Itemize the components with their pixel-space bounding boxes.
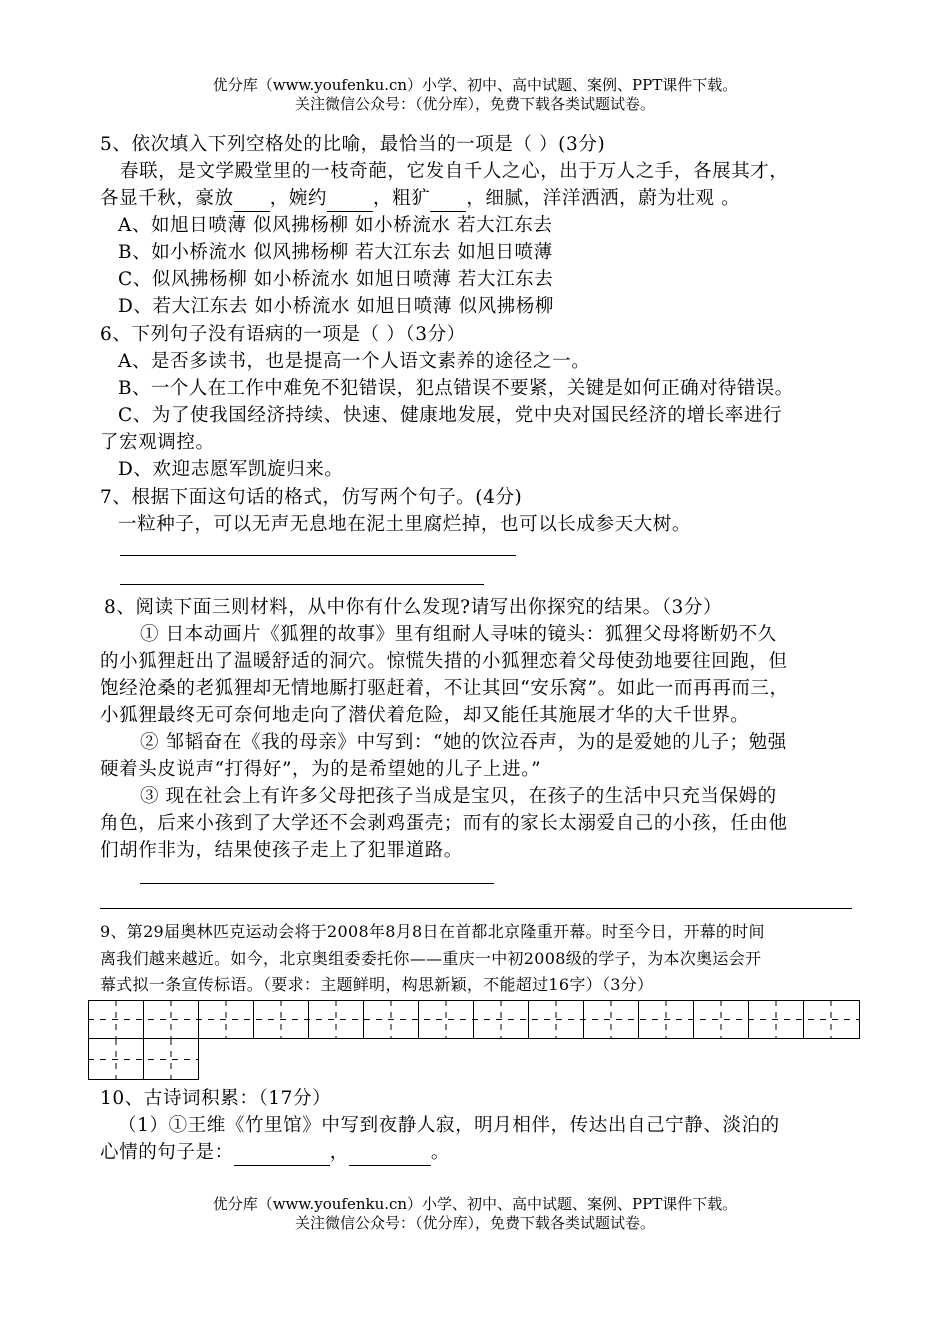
q7-example: 一粒种子，可以无声无息地在泥土里腐烂掉，也可以长成参天大树。 (118, 514, 692, 535)
q5-passage-line-1: 春联，是文学殿堂里的一枝奇葩，它发自千人之心，出于万人之手，各展其才， (120, 161, 789, 182)
q10-part1-line-2: 心情的句子是： ， 。 (100, 1140, 450, 1166)
q8-material-1-line-3: 饱经沧桑的老狐狸却无情地厮打驱赶着，不让其回“安乐窝”。如此一而再再而三， (100, 678, 789, 699)
q8-material-1-line-2: 的小狐狸赶出了温暖舒适的洞穴。惊慌失措的小狐狸恋着父母使劲地要往回跑，但 (100, 651, 788, 672)
q8-material-2-line-2: 硬着头皮说声“打得好”，为的是希望她的儿子上进。” (100, 759, 542, 780)
q6-option-a: A、是否多读书，也是提高一个人语文素养的途径之一。 (118, 351, 591, 372)
q9-answer-grid-lines (88, 1000, 860, 1080)
q5-passage-line-2: 各显千秋，豪放 ，婉约 ，粗犷 ，细腻，洋洋洒洒，蔚为壮观 。 (100, 186, 740, 212)
q5-option-b: B、如小桥流水 似风拂杨柳 若大江东去 如旭日喷薄 (118, 242, 553, 263)
footer-line-1: 优分库（www.youfenku.cn）小学、初中、高中试题、案例、PPT课件下载。 (212, 1195, 738, 1213)
q9-line-2: 离我们越来越近。如今，北京奥组委委托你——重庆一中初2008级的学子，为本次奥运会开 (100, 949, 762, 968)
q9-line-1: 9、第29届奥林匹克运动会将于2008年8月8日在首都北京隆重开幕。时至今日，开幕的时间 (100, 922, 765, 941)
q8-material-3-line-2: 角色，后来小孩到了大学还不会剥鸡蛋壳；而有的家长太溺爱自己的小孩，任由他 (100, 813, 788, 834)
header-line-2: 关注微信公众号：（优分库），免费下载各类试题试卷。 (294, 95, 655, 113)
q9-answer-grid[interactable] (88, 1000, 860, 1080)
q5-option-c: C、似风拂杨柳 如小桥流水 如旭日喷薄 若大江东去 (118, 269, 554, 290)
q8-answer-line-2 (100, 908, 852, 909)
q6-option-c-line-2: 了宏观调控。 (100, 432, 215, 453)
q6-stem: 6、下列句子没有语病的一项是（ ）（3分） (100, 324, 466, 345)
q6-option-d: D、欢迎志愿军凯旋归来。 (118, 459, 344, 480)
q8-material-3-line-3: 们胡作非为，结果使孩子走上了犯罪道路。 (100, 840, 463, 861)
q6-option-b: B、一个人在工作中难免不犯错误，犯点错误不要紧，关键是如何正确对待错误。 (118, 378, 794, 399)
q5-stem: 5、依次填入下列空格处的比喻，最恰当的一项是（ ）(3分) (100, 134, 606, 155)
q7-stem: 7、根据下面这句话的格式，仿写两个句子。(4分) (100, 487, 523, 508)
q10-stem: 10、古诗词积累：（17分） (100, 1088, 332, 1109)
q8-answer-line-1 (140, 883, 494, 884)
q6-option-c-line-1: C、为了使我国经济持续、快速、健康地发展，党中央对国民经济的增长率进行 (118, 405, 783, 426)
q9-line-3: 幕式拟一条宣传标语。（要求：主题鲜明，构思新颖，不能超过16字）（3分） (100, 975, 654, 994)
q5-option-a: A、如旭日喷薄 似风拂杨柳 如小桥流水 若大江东去 (118, 215, 553, 236)
q5-option-d: D、若大江东去 如小桥流水 如旭日喷薄 似风拂杨柳 (118, 296, 554, 317)
q8-material-2-line-1: ② 邹韬奋在《我的母亲》中写到：“她的饮泣吞声，为的是爱她的儿子；勉强 (140, 732, 787, 753)
q8-material-3-line-1: ③ 现在社会上有许多父母把孩子当成是宝贝，在孩子的生活中只充当保姆的 (140, 786, 777, 807)
q7-answer-line-1 (120, 555, 516, 556)
footer-line-2: 关注微信公众号：（优分库），免费下载各类试题试卷。 (294, 1214, 655, 1232)
q10-part1-line-1: （1）①王维《竹里馆》中写到夜静人寂，明月相伴，传达出自己宁静、淡泊的 (118, 1115, 780, 1136)
q8-material-1-line-4: 小狐狸最终无可奈何地走向了潜伏着危险，却又能任其施展才华的大千世界。 (100, 705, 750, 726)
q8-stem: 8、阅读下面三则材料，从中你有什么发现?请写出你探究的结果。（3分） (104, 597, 723, 618)
header-line-1: 优分库（www.youfenku.cn）小学、初中、高中试题、案例、PPT课件下载。 (212, 76, 738, 94)
q8-material-1-line-1: ① 日本动画片《狐狸的故事》里有组耐人寻味的镜头：狐狸父母将断奶不久 (140, 624, 777, 645)
q7-answer-line-2 (120, 584, 484, 585)
